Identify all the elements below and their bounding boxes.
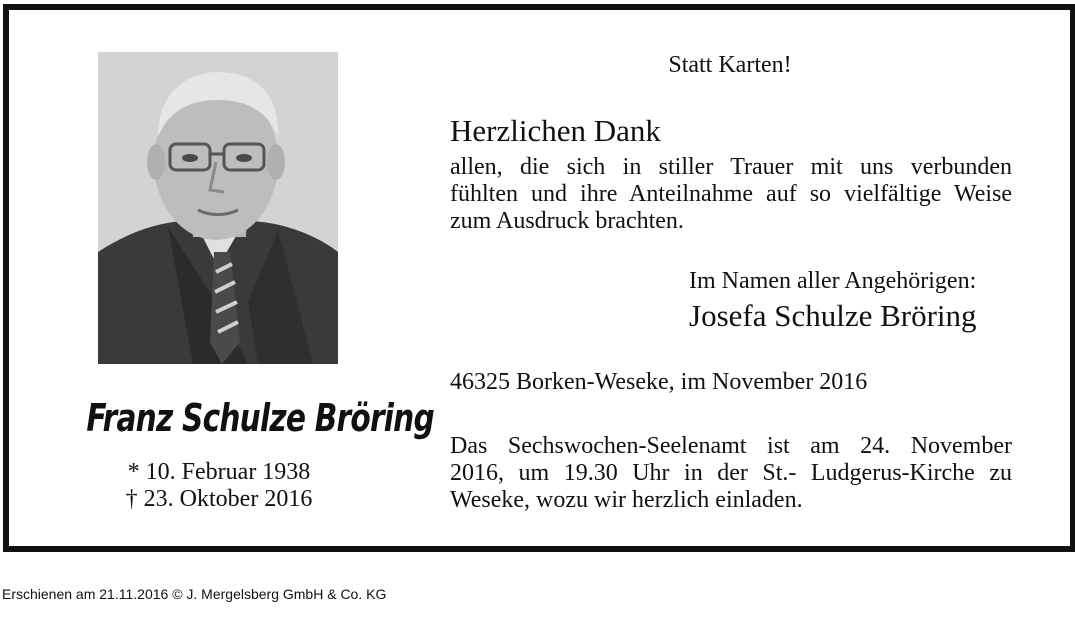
birth-date: * 10. Februar 1938 (127, 459, 311, 485)
thanks-body (450, 154, 1012, 235)
mass-announcement (450, 433, 1012, 514)
place-date: 46325 Borken-Weseke, im November 2016 (450, 369, 868, 395)
relatives-name: Josefa Schulze Bröring (689, 298, 977, 333)
thanks-line: zum Ausdruck brachten. (450, 208, 684, 234)
relatives-label: Im Namen aller Angehörigen: (689, 268, 977, 294)
mass-line: Das Sechswochen-Seelenamt ist am 24. November (450, 433, 1012, 459)
mass-line: Weseke, wozu wir herzlich einladen. (450, 487, 803, 513)
deceased-name: Franz Schulze Bröring (86, 396, 434, 440)
thanks-line: fühlten und ihre Anteilnahme auf so vielfältige Weise (450, 181, 1012, 207)
mass-line: 2016, um 19.30 Uhr in der St.- Ludgerus-Kirche zu (450, 460, 1012, 486)
obituary-card (3, 4, 1075, 552)
thanks-title: Herzlichen Dank (450, 113, 661, 148)
portrait-photo (98, 52, 338, 364)
header-statt-karten: Statt Karten! (668, 52, 792, 78)
thanks-line: allen, die sich in stiller Trauer mit uns verbunden (450, 154, 1012, 180)
publication-footer: Erschienen am 21.11.2016 © J. Mergelsberg GmbH & Co. KG (2, 586, 387, 602)
death-date: † 23. Oktober 2016 (125, 486, 313, 512)
